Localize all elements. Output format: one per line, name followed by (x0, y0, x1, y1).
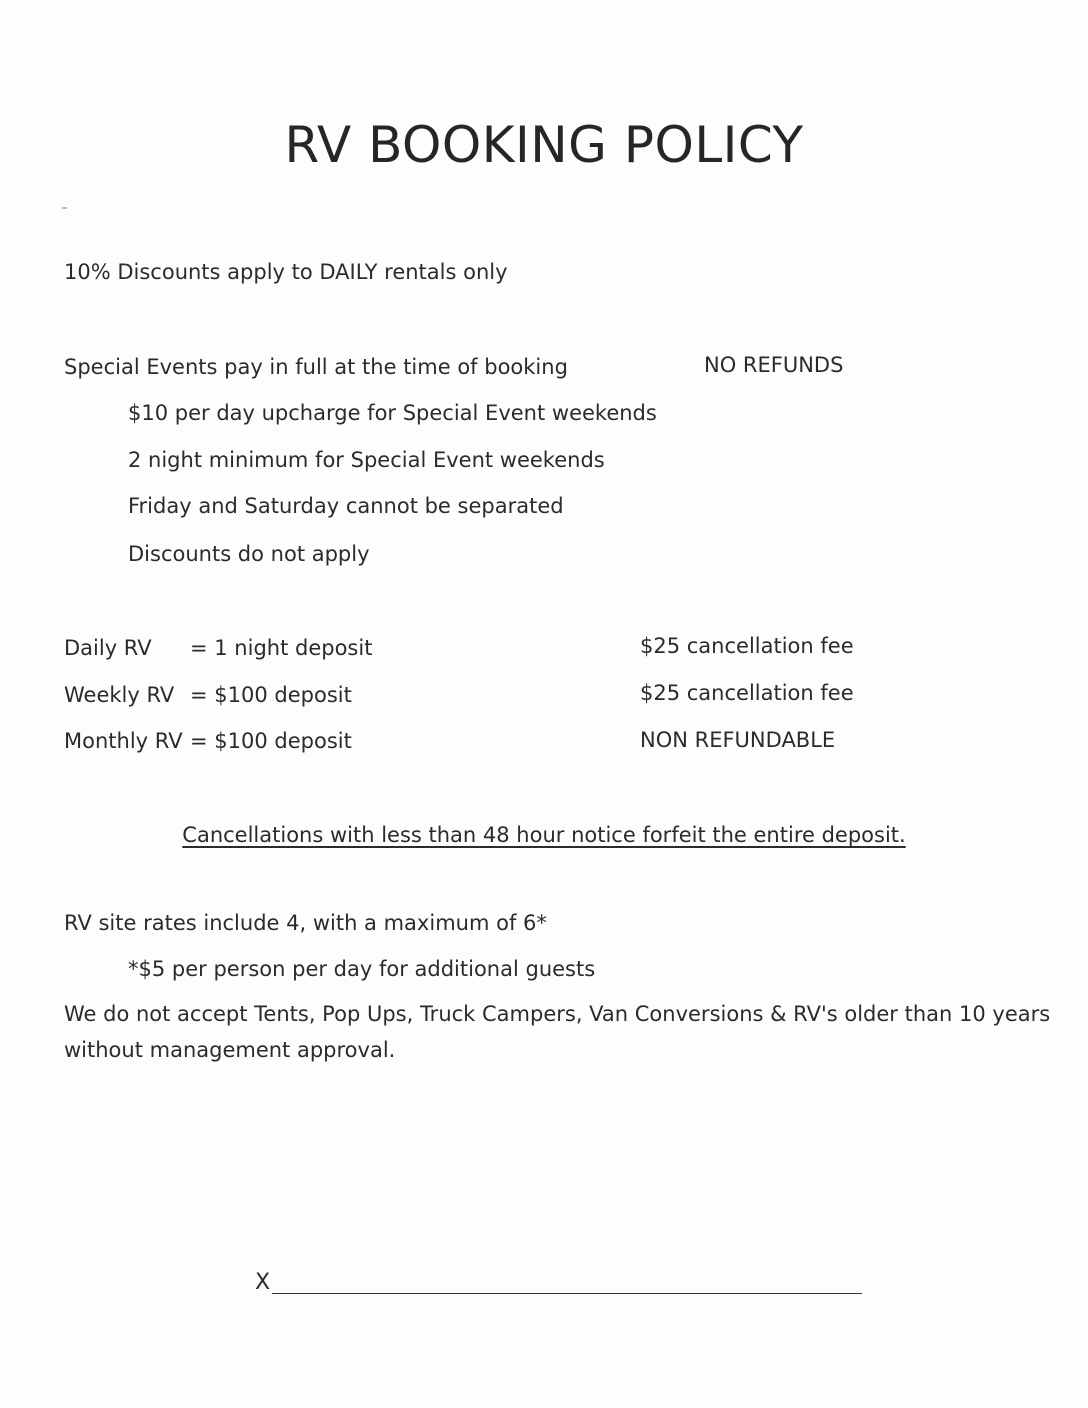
scan-speck (62, 207, 67, 209)
deposit-policy: $25 cancellation fee (640, 681, 854, 705)
discount-note: 10% Discounts apply to DAILY rentals only (64, 260, 508, 284)
additional-guests-note: *$5 per person per day for additional guests (128, 957, 596, 981)
signature-mark: X (255, 1270, 271, 1295)
deposit-amount: = 1 night deposit (190, 636, 373, 660)
special-event-rule: Discounts do not apply (128, 542, 370, 566)
deposit-type: Monthly RV (64, 729, 183, 753)
no-refunds-note: NO REFUNDS (704, 353, 844, 377)
deposit-amount: = $100 deposit (190, 683, 352, 707)
restrictions-line: We do not accept Tents, Pop Ups, Truck Campers, Van Conversions & RV's older than 10 years (64, 1002, 1051, 1026)
special-events-heading: Special Events pay in full at the time of booking (64, 355, 568, 379)
special-event-rule: Friday and Saturday cannot be separated (128, 494, 564, 518)
cancellation-notice: Cancellations with less than 48 hour notice forfeit the entire deposit. (182, 823, 906, 847)
page-title: RV BOOKING POLICY (284, 116, 804, 174)
deposit-policy: NON REFUNDABLE (640, 728, 836, 752)
deposit-type: Daily RV (64, 636, 152, 660)
special-event-rule: 2 night minimum for Special Event weekends (128, 448, 605, 472)
signature-line[interactable] (272, 1293, 862, 1294)
site-rates-note: RV site rates include 4, with a maximum of 6* (64, 911, 547, 935)
restrictions-line: without management approval. (64, 1038, 396, 1062)
deposit-policy: $25 cancellation fee (640, 634, 854, 658)
deposit-amount: = $100 deposit (190, 729, 352, 753)
special-event-rule: $10 per day upcharge for Special Event weekends (128, 401, 657, 425)
deposit-type: Weekly RV (64, 683, 175, 707)
